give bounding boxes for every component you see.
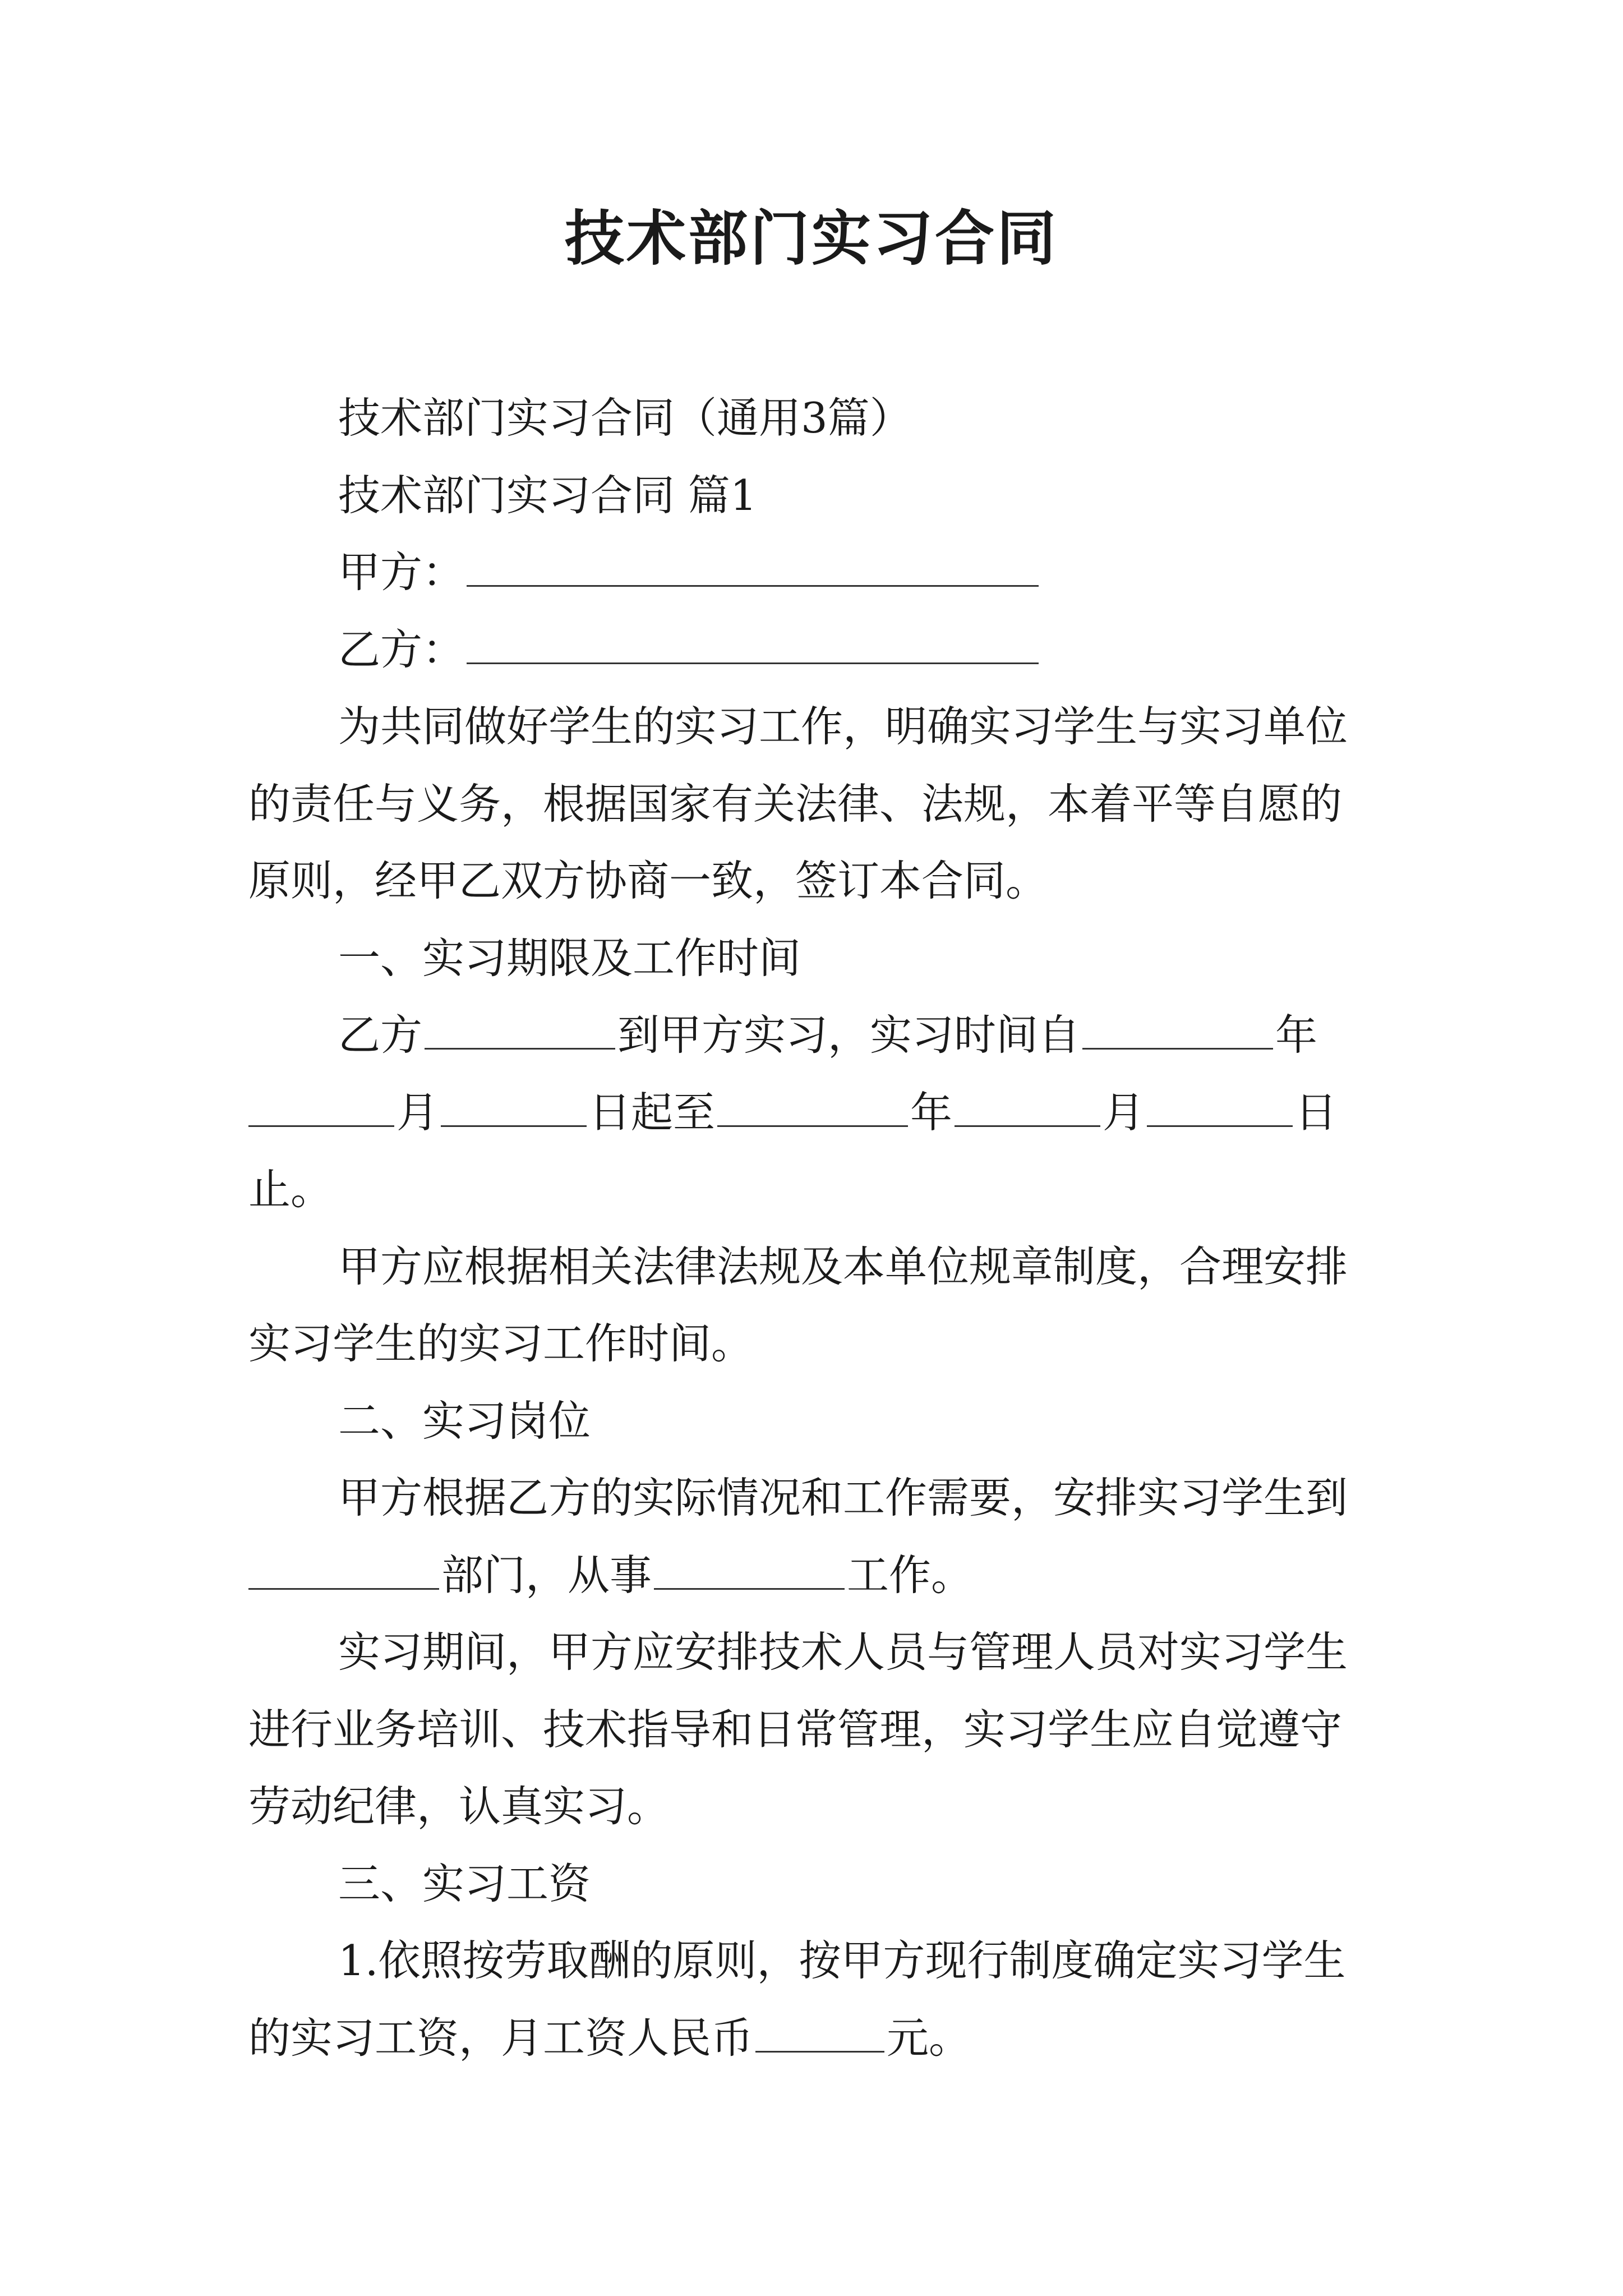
s1-line-3: 止。 <box>248 1165 333 1214</box>
end-month-blank <box>955 1088 1100 1128</box>
party-a-blank <box>467 547 1039 587</box>
end-day-blank <box>1147 1088 1293 1128</box>
party-b-label: 乙方： <box>338 625 465 674</box>
s1-text-month: 月 <box>396 1088 439 1137</box>
s1-text-c: 年 <box>1275 1010 1318 1060</box>
s1-text-day: 日 <box>1295 1088 1338 1137</box>
subtitle-line: 技术部门实习合同（通用3篇） <box>338 393 912 443</box>
s1-line-2 <box>248 1084 1337 1140</box>
s1-para2-line-2: 实习学生的实习工作时间。 <box>248 1319 754 1368</box>
s2-text-work: 工作。 <box>847 1550 974 1600</box>
job-blank <box>654 1550 845 1590</box>
section2-heading: 二、实习岗位 <box>338 1396 591 1446</box>
s1-text-until: 日起至 <box>589 1088 716 1137</box>
party-a-row <box>338 544 1041 600</box>
section3-heading: 三、实习工资 <box>338 1859 591 1908</box>
s2-line-1: 甲方根据乙方的实际情况和工作需要，安排实习学生到 <box>338 1473 1348 1522</box>
document-title: 技术部门实习合同 <box>565 203 1058 273</box>
part-heading: 技术部门实习合同 篇1 <box>338 471 757 520</box>
salary-blank <box>755 2013 884 2053</box>
start-month-blank <box>248 1088 394 1128</box>
s2-line-2 <box>248 1547 973 1603</box>
intro-line-1: 为共同做好学生的实习工作，明确实习学生与实习单位 <box>338 702 1348 751</box>
s2-para2-line-3: 劳动纪律，认真实习。 <box>248 1782 670 1831</box>
s3-text-yuan: 元。 <box>887 2013 971 2063</box>
s3-line-1: 1.依照按劳取酬的原则，按甲方现行制度确定实习学生 <box>338 1936 1346 1985</box>
s3-line-2 <box>248 2010 971 2066</box>
s1-text-a: 乙方 <box>338 1010 423 1060</box>
s1-text-year: 年 <box>910 1088 953 1137</box>
s2-para2-line-1: 实习期间，甲方应安排技术人员与管理人员对实习学生 <box>338 1627 1348 1677</box>
start-day-blank <box>441 1088 587 1128</box>
party-b-row <box>338 622 1041 678</box>
intro-line-2: 的责任与义务，根据国家有关法律、法规，本着平等自愿的 <box>248 779 1343 829</box>
s3-text-salary: 的实习工资，月工资人民币 <box>248 2013 754 2063</box>
party-a-label: 甲方： <box>338 547 465 597</box>
s2-text-dept: 部门，从事 <box>441 1550 652 1600</box>
intern-name-blank <box>425 1010 615 1050</box>
intro-line-3: 原则，经甲乙双方协商一致，签订本合同。 <box>248 856 1048 905</box>
s1-para2-line-1: 甲方应根据相关法律法规及本单位规章制度，合理安排 <box>338 1242 1348 1291</box>
start-year-blank <box>1082 1010 1273 1050</box>
department-blank <box>248 1550 439 1590</box>
s1-text-b: 到甲方实习，实习时间自 <box>617 1010 1081 1060</box>
party-b-blank <box>467 625 1039 665</box>
section1-heading: 一、实习期限及工作时间 <box>338 933 801 983</box>
s1-line-1 <box>338 1007 1317 1063</box>
s1-text-month-2: 月 <box>1103 1088 1145 1137</box>
s2-para2-line-2: 进行业务培训、技术指导和日常管理，实习学生应自觉遵守 <box>248 1705 1343 1754</box>
end-year-blank <box>717 1088 908 1128</box>
